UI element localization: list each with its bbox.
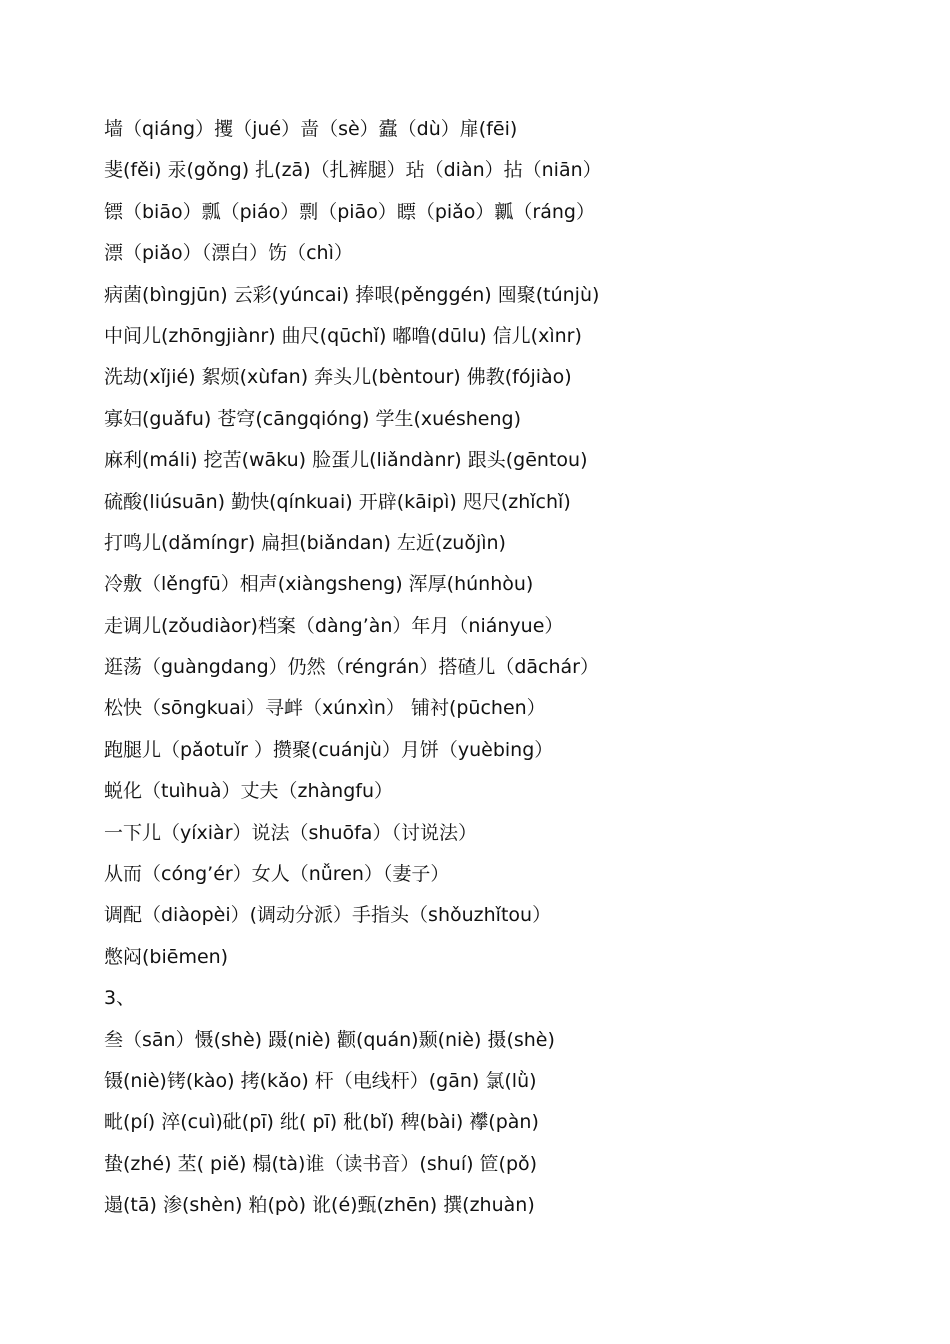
text-line: 墙（qiáng）攫（jué）啬（sè）蠹（dù）扉(fēi): [104, 118, 518, 140]
text-line: 蜕化（tuìhuà）丈夫（zhàngfu）: [104, 780, 393, 803]
text-line: 洗劫(xǐjié) 絮烦(xùfan) 奔头儿(bèntour) 佛教(fójiào): [104, 366, 572, 389]
text-line: 逛荡（guàngdang）仍然（réngrán）搭碴儿（dāchár）: [104, 656, 599, 679]
text-line: 麻利(máli) 挖苦(wāku) 脸蛋儿(liǎndànr) 跟头(gēntou): [104, 449, 588, 472]
text-line: 病菌(bìngjūn) 云彩(yúncai) 捧哏(pěnggén) 囤聚(túnjù): [104, 283, 600, 306]
text-line: 跑腿儿（pǎotuǐr ）攒聚(cuánjù）月饼（yuèbing）: [104, 738, 554, 761]
text-line: 松快（sōngkuai）寻衅（xúnxìn） 铺衬(pūchen）: [104, 697, 546, 720]
text-body: [104, 109, 924, 1227]
text-line: 叁（sān）慑(shè) 蹑(niè) 颧(quán)颞(niè) 摄(shè): [104, 1028, 555, 1051]
text-line: 毗(pí) 淬(cuì)砒(pī) 纰( pī) 秕(bǐ) 稗(bài) 襻(pàn): [104, 1111, 539, 1134]
text-line: 一下儿（yíxiàr）说法（shuōfa）（讨说法）: [104, 821, 477, 844]
text-line: 打鸣儿(dǎmíngr) 扁担(biǎndan) 左近(zuǒjìn): [104, 531, 506, 554]
text-line: 斐(fěi) 汞(gǒng) 扎(zā)（扎裤腿）玷（diàn）拈（niān）: [104, 159, 602, 182]
text-line: 硫酸(liúsuān) 勤快(qínkuai) 开辟(kāipì) 咫尺(zhǐchǐ): [104, 490, 571, 513]
text-line: 中间儿(zhōngjiànr) 曲尺(qūchǐ) 嘟噜(dūlu) 信儿(xìnr): [104, 324, 582, 347]
text-line: 镖（biāo）瓢（piáo）剽（piāo）瞟（piǎo）瓤（ráng）: [104, 200, 595, 223]
text-line: 憋闷(biēmen): [104, 945, 229, 968]
text-line: 寡妇(guǎfu) 苍穹(cāngqióng) 学生(xuésheng): [104, 407, 521, 430]
text-line: 调配（diàopèi）(调动分派）手指头（shǒuzhǐtou）: [104, 904, 552, 927]
text-line: 镊(niè)铐(kào) 拷(kǎo) 杆（电线杆）(gān) 氯(lǜ): [104, 1069, 537, 1092]
text-line: 蛰(zhé) 苤( piě) 榻(tà)谁（读书音）(shuí) 笸(pǒ): [104, 1152, 538, 1175]
text-line: 走调儿(zǒudiàor)档案（dàng’àn）年月（niányue）: [104, 614, 564, 637]
section-heading: 3、: [104, 987, 136, 1010]
text-line: 冷敷（lěngfū）相声(xiàngsheng) 浑厚(húnhòu): [104, 573, 534, 596]
text-line: 从而（cóng’ér）女人（nǚren）（妻子）: [104, 863, 450, 886]
text-line: 遢(tā) 渗(shèn) 粕(pò) 讹(é)甄(zhēn) 撰(zhuàn): [104, 1194, 535, 1217]
text-line: 漂（piǎo）（漂白）饬（chì）: [104, 242, 353, 265]
